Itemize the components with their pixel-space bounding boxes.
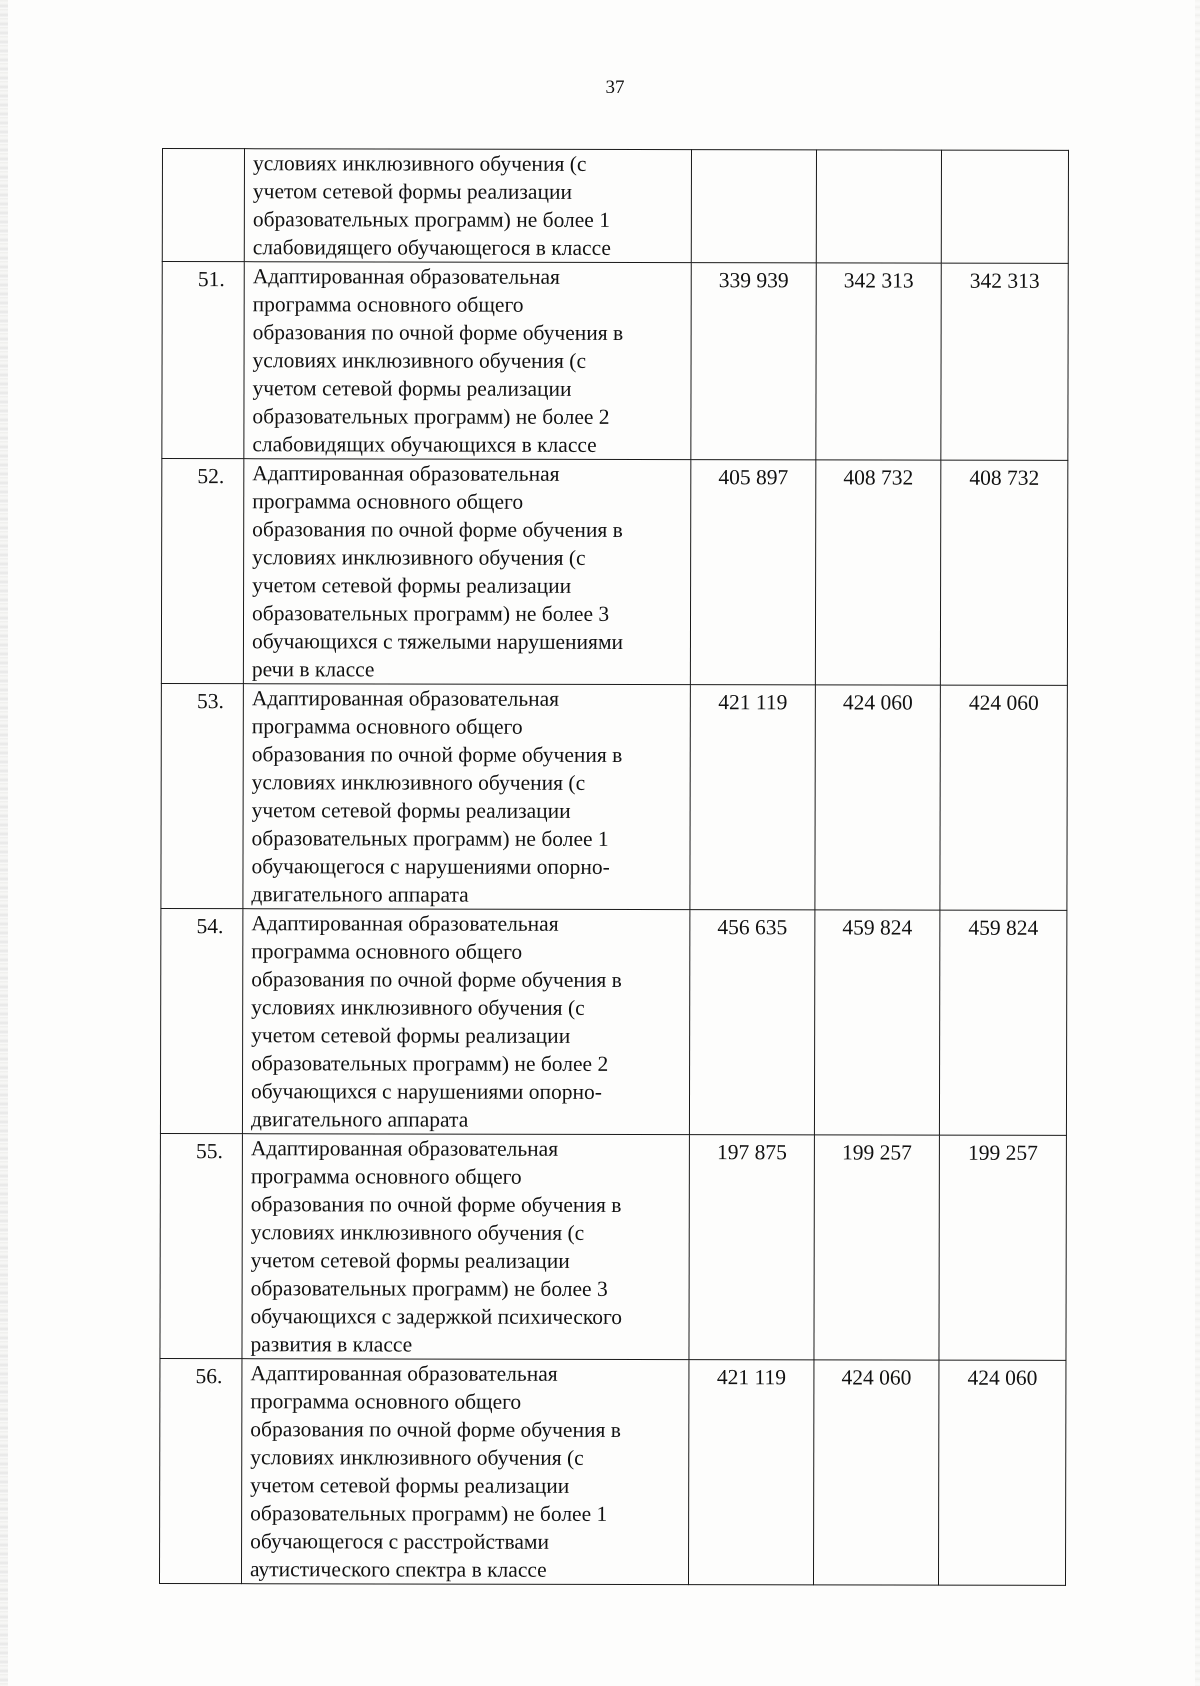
- row-number: 56.: [159, 1358, 241, 1583]
- row-value-cell: [691, 150, 816, 263]
- row-value-3: 459 824: [939, 910, 1066, 1135]
- row-description-cell: [244, 149, 691, 263]
- row-value-3: 424 060: [940, 685, 1067, 910]
- row-value-cell: [816, 150, 941, 263]
- row-value-3: 342 313: [941, 263, 1068, 460]
- table-row: [160, 1133, 1066, 1360]
- row-description: условиях инклюзивного обучения (с учетом сетевой формы реализации образовательных программ) не более 1 слабовидящего обучающегося в классе: [252, 151, 611, 260]
- table-row: [160, 908, 1066, 1135]
- table-row: [162, 262, 1068, 461]
- row-description: Адаптированная образовательная программа основного общего образования по очной форме обучения в условиях инклюзивного обучения (с учетом сетевой формы реализации образовательных программ) не более 1 обучающегося с расстройствами аутистического спектра в классе: [249, 1361, 621, 1582]
- row-value-1: 197 875: [689, 1135, 814, 1360]
- row-value-3: 408 732: [940, 460, 1067, 685]
- row-description: Адаптированная образовательная программа основного общего образования по очной форме обучения в условиях инклюзивного обучения (с учетом сетевой формы реализации образовательных программ) не более 3 обучающихся с тяжелыми нарушениями речи в классе: [251, 461, 624, 682]
- row-description-cell: [242, 909, 689, 1135]
- row-description-cell: [244, 262, 691, 460]
- row-description-cell: [243, 459, 690, 685]
- row-description: Адаптированная образовательная программа основного общего образования по очной форме обучения в условиях инклюзивного обучения (с учетом сетевой формы реализации образовательных программ) не более 3 обучающихся с задержкой психического развития в классе: [250, 1136, 623, 1357]
- table-row: [159, 1358, 1065, 1585]
- row-value-1: 421 119: [690, 685, 815, 910]
- row-description: Адаптированная образовательная программа основного общего образования по очной форме обучения в условиях инклюзивного обучения (с учетом сетевой формы реализации образовательных программ) не более 1 обучающегося с нарушениями опорно- двигательного аппарата: [251, 686, 623, 907]
- row-value-2: 459 824: [814, 910, 939, 1135]
- row-description-cell: [242, 1134, 689, 1360]
- table-row: [161, 459, 1067, 686]
- row-description: Адаптированная образовательная программа основного общего образования по очной форме обучения в условиях инклюзивного обучения (с учетом сетевой формы реализации образовательных программ) не более 2 обучающихся с нарушениями опорно- двигательного аппарата: [250, 911, 622, 1132]
- table-row-continuation: [162, 149, 1068, 264]
- row-value-cell: [941, 150, 1068, 263]
- table-row: [161, 683, 1067, 910]
- row-number: 51.: [162, 262, 244, 459]
- row-value-2: 408 732: [815, 460, 940, 685]
- row-value-3: 424 060: [938, 1360, 1065, 1585]
- row-description-cell: [243, 684, 690, 910]
- row-description: Адаптированная образовательная программа основного общего образования по очной форме обучения в условиях инклюзивного обучения (с учетом сетевой формы реализации образовательных программ) не более 2 слабовидящих обучающихся в классе: [252, 264, 624, 457]
- scan-edge-left: [0, 0, 8, 1686]
- row-value-1: 405 897: [690, 460, 815, 685]
- row-description-cell: [241, 1359, 688, 1585]
- row-value-1: 339 939: [691, 263, 816, 460]
- row-number: 55.: [160, 1133, 242, 1358]
- row-number: 54.: [160, 908, 242, 1133]
- row-number-cell: [162, 149, 244, 262]
- scan-edge-right: [1195, 0, 1200, 1686]
- row-value-2: 199 257: [814, 1135, 939, 1360]
- row-value-1: 421 119: [688, 1360, 813, 1585]
- row-number: 53.: [161, 683, 243, 908]
- row-value-1: 456 635: [689, 910, 814, 1135]
- row-value-2: 424 060: [815, 685, 940, 910]
- row-number: 52.: [161, 459, 243, 684]
- row-value-2: 342 313: [816, 263, 941, 460]
- cost-table: [159, 148, 1069, 1586]
- row-value-3: 199 257: [939, 1135, 1066, 1360]
- row-value-2: 424 060: [813, 1360, 938, 1585]
- page-number: 37: [605, 77, 625, 98]
